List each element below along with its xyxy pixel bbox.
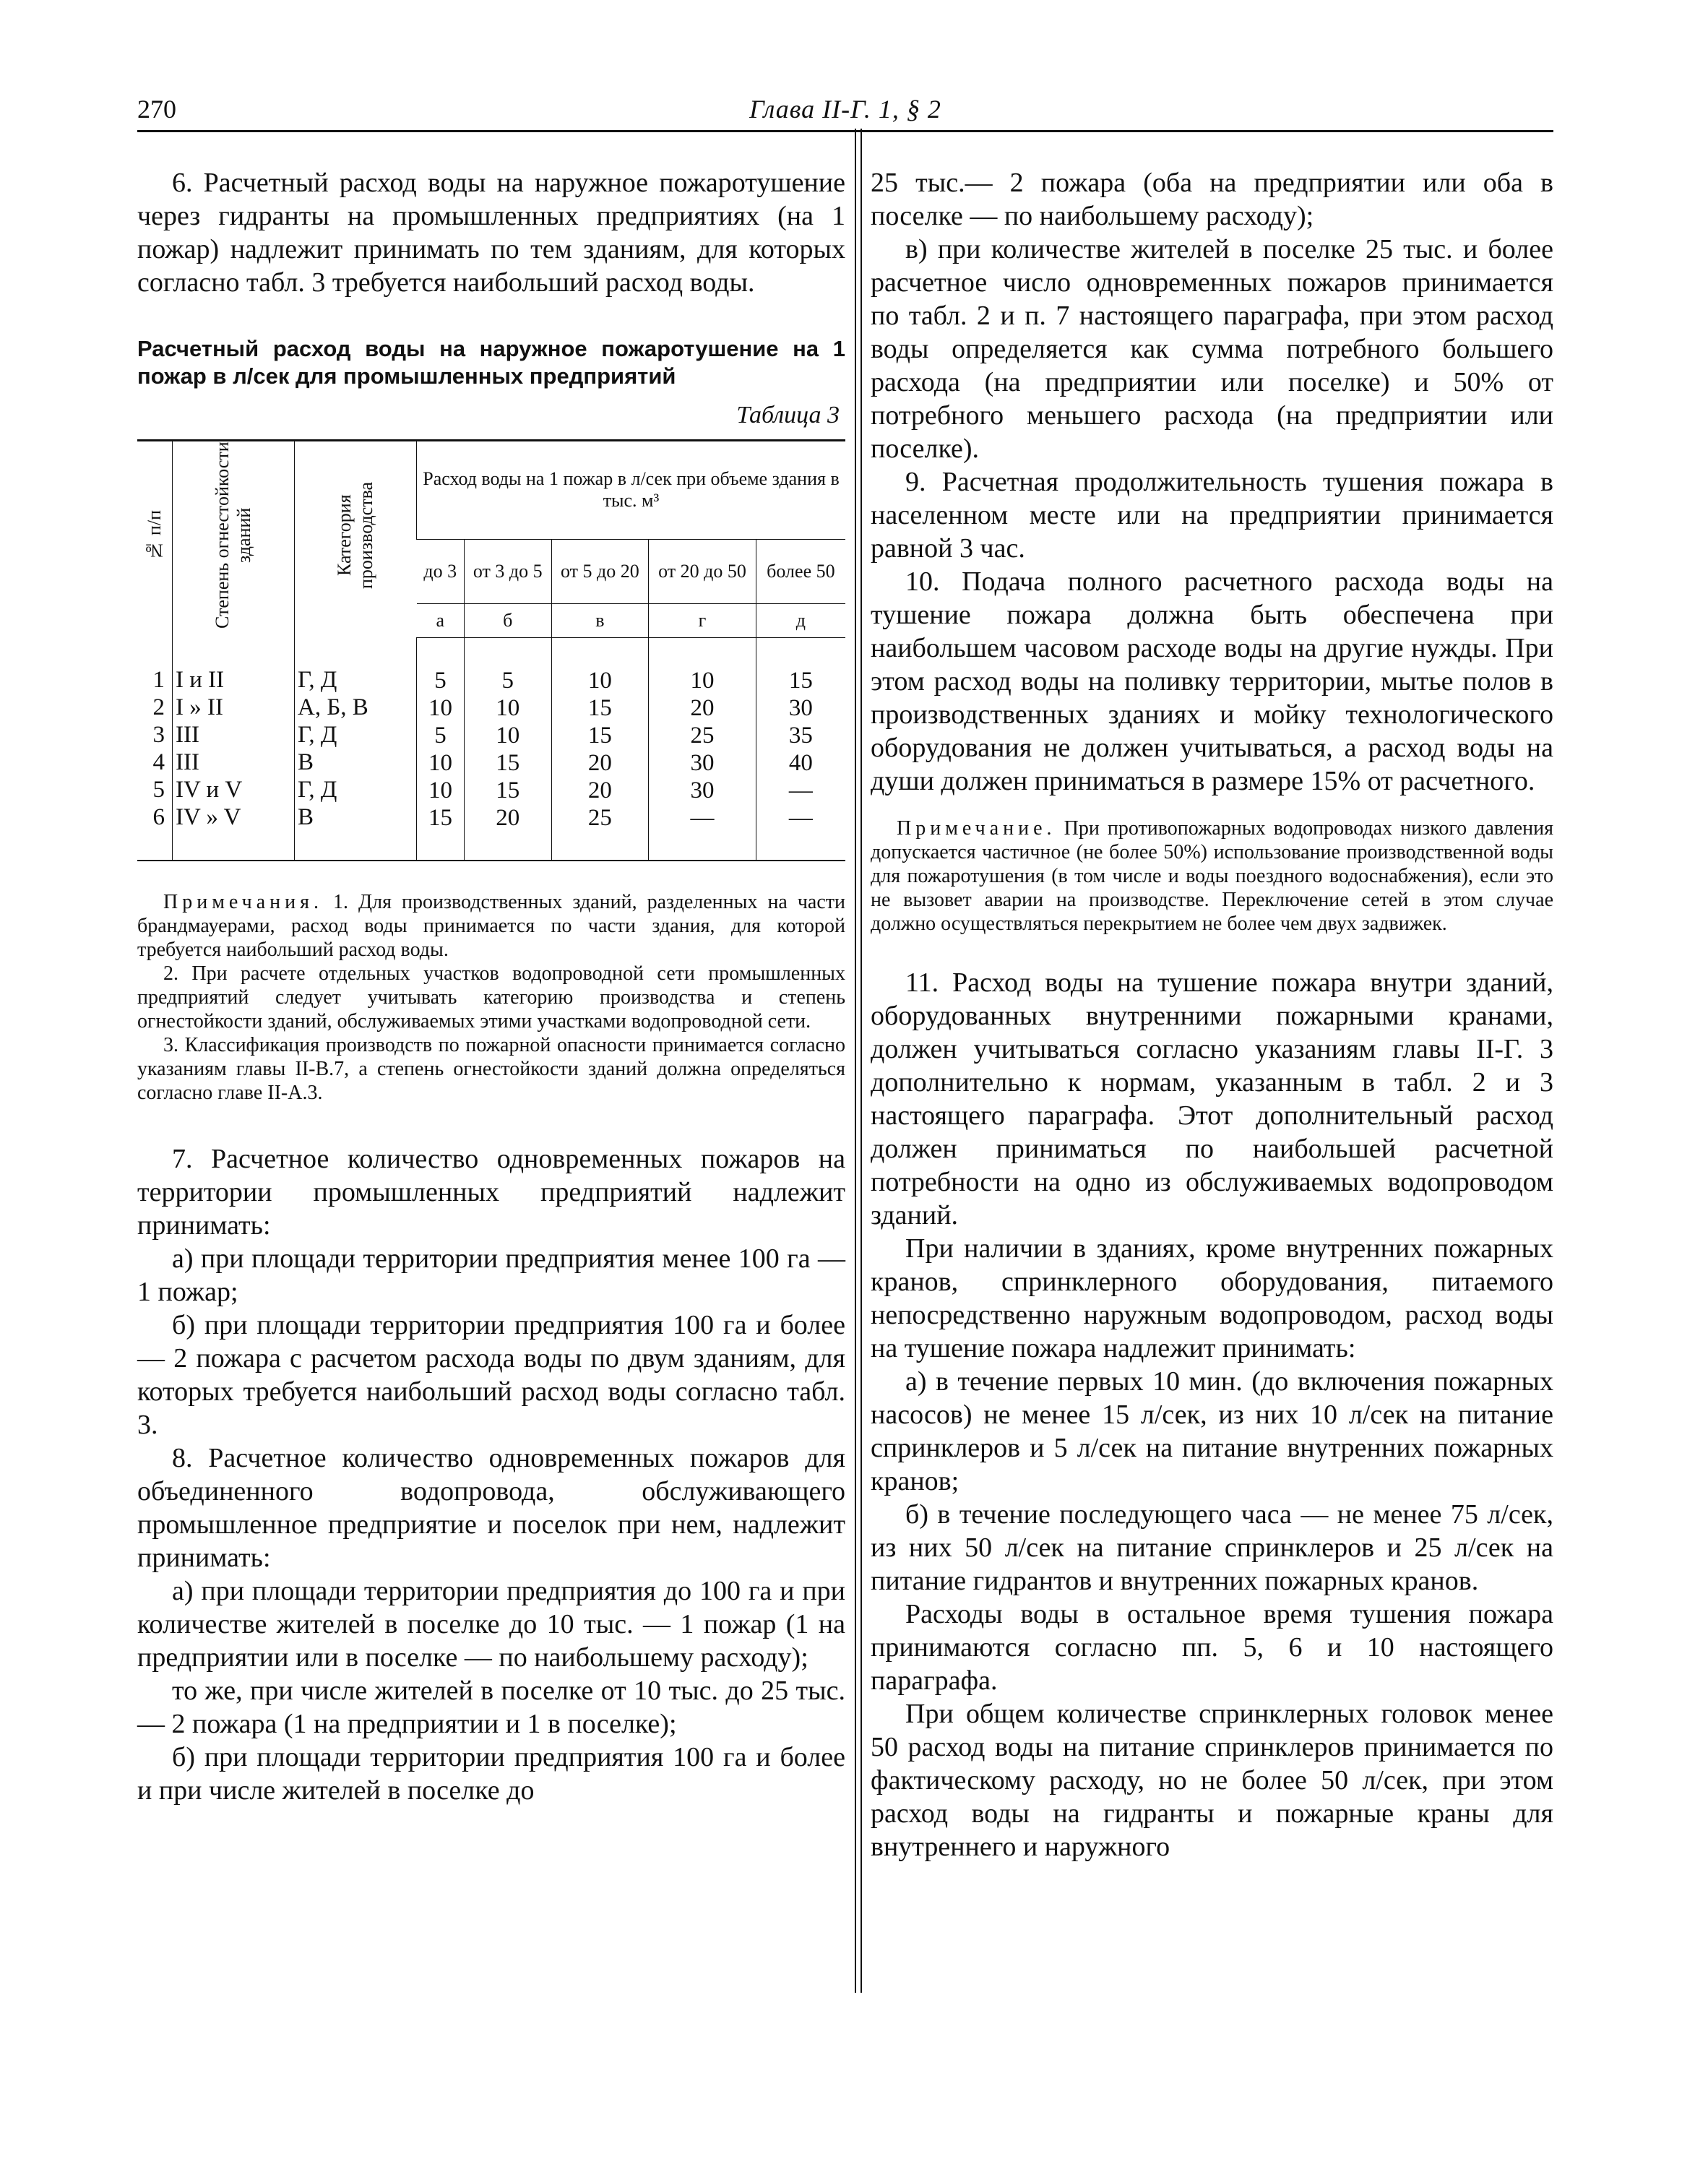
row-number: 1: [152, 667, 165, 693]
cell-value: 25: [587, 804, 612, 831]
cell-value: 40: [788, 749, 813, 776]
row-category: В: [298, 749, 314, 775]
paragraph-11b: При наличии в зданиях, кроме внутренних пожарных кранов, спринклерного оборудования, питаемого непосредственно наружным водопроводом, расход воды на тушение пожара надлежит принимать:: [871, 1233, 1553, 1363]
paragraph-8b-cont: 25 тыс.— 2 пожара (оба на предприятии или оба в поселке — по наибольшему расходу);: [871, 168, 1553, 231]
cell-value: 15: [587, 694, 612, 721]
paragraph-10: 10. Подача полного расчетного расхода воды на тушение пожара должна быть обеспечена при наибольшем часовом расходе воды на другие нужды. При этом расход воды на поливку территории, мытье полов в производственных зданиях и мойку технологического оборудования не должен учитываться, а расход воды на души должен приниматься в размере 15% от расчетного.: [871, 566, 1553, 796]
paragraph-9: 9. Расчетная продолжительность тушения пожара в населенном месте или на предприятии принимается равной 3 час.: [871, 467, 1553, 564]
running-header: [137, 85, 1553, 132]
cell-value: 10: [690, 667, 715, 694]
cell-value: 5: [434, 667, 447, 694]
header-sub: до 3: [417, 539, 465, 603]
cell-value: 15: [587, 722, 612, 749]
paragraph-8c: в) при количестве жителей в поселке 25 тыс. и более расчетное число одновременных пожаров принимается по табл. 2 и п. 7 настоящего параграфа, при этом расход воды определяется как сумма потребного большего расхода (на предприятии или поселке) и 50% от потребного меньшего расхода (на предприятии или поселке).: [871, 234, 1553, 464]
cell-value: 20: [690, 694, 715, 721]
cell-value: 10: [587, 667, 612, 694]
cell-value: 10: [496, 694, 520, 721]
cell-value: 15: [428, 804, 452, 831]
row-degree: IV и V: [176, 777, 243, 803]
row-category: Г, Д: [298, 667, 337, 693]
row-number: 4: [152, 749, 165, 775]
paragraph-7b: б) при площади территории предприятия 100 га и более — 2 пожара с расчетом расхода воды по двум зданиям, для которых требуется наибольший расход воды согласно табл. 3.: [137, 1310, 845, 1440]
note-3: 3. Классификация производств по пожарной опасности принимается согласно указаниям главы II-В.7, а степень огнестойкости зданий должна определяться согласно главе II-А.3.: [137, 1034, 845, 1104]
row-category: Г, Д: [298, 777, 337, 803]
paragraph-11: 11. Расход воды на тушение пожара внутри зданий, оборудованных внутренними пожарными кранами, должен учитываться согласно указаниям главы II-Г. 3 дополнительно к нормам, указанным в табл. 2 и 3 настоящего параграфа. Этот дополнительный расход должен приниматься по наибольшей расчетной потребности на одно из обслуживаемых водопроводом зданий.: [871, 967, 1553, 1230]
paragraph-8a-cont: то же, при числе жителей в поселке от 10 тыс. до 25 тыс. — 2 пожара (1 на предприятии и 1 в поселке);: [137, 1676, 845, 1739]
header-letter: д: [756, 603, 845, 637]
paragraph-10-note: [871, 816, 1553, 936]
row-category: А, Б, В: [298, 694, 368, 720]
paragraph-11b-a: а) в течение первых 10 мин. (до включения пожарных насосов) не менее 15 л/сек, из них 10 л/сек на питание спринклеров и 5 л/сек на питание внутренних пожарных кранов;: [871, 1366, 1553, 1496]
header-num: № п/п: [144, 509, 165, 561]
paragraph-6: 6. Расчетный расход воды на наружное пожаротушение через гидранты на промышленных предприятиях (на 1 пожар) надлежит принимать по тем зданиям, для которых согласно табл. 3 требуется наибольший расход воды.: [137, 168, 845, 298]
table-3: [137, 439, 845, 861]
cell-value: 10: [496, 722, 520, 749]
row-degree: III: [176, 722, 199, 748]
cell-value: 30: [690, 777, 715, 803]
paragraph-11d: При общем количестве спринклерных головок менее 50 расход воды на питание спринклеров принимается по фактическому расходу, но не более 50 л/сек, при этом расход воды на гидранты и пожарные краны для внутреннего и наружного: [871, 1699, 1553, 1862]
paragraph-7: 7. Расчетное количество одновременных пожаров на территории промышленных предприятий надлежит принимать:: [137, 1144, 845, 1241]
cell-value: 10: [428, 749, 452, 776]
cell-value: 35: [788, 722, 813, 749]
header-category: Категория производства: [295, 441, 417, 638]
cell-value: 10: [428, 694, 452, 721]
header-sub: более 50: [756, 539, 845, 603]
cell-value: 30: [788, 694, 813, 721]
row-degree: IV » V: [176, 804, 241, 830]
page-number: 270: [137, 95, 176, 124]
header-letter: в: [551, 603, 649, 637]
column-divider: [855, 129, 862, 1993]
row-degree: I » II: [176, 694, 223, 720]
cell-value: 15: [496, 749, 520, 776]
header-letter: а: [417, 603, 465, 637]
cell-value: 30: [690, 749, 715, 776]
cell-value: —: [788, 804, 813, 831]
row-category: В: [298, 804, 314, 830]
row-degree: III: [176, 749, 199, 775]
cell-value: 10: [428, 777, 452, 803]
table-number: Таблица 3: [736, 402, 840, 428]
cell-value: 5: [434, 722, 447, 749]
row-category: Г, Д: [298, 722, 337, 748]
paragraph-8: 8. Расчетное количество одновременных пожаров для объединенного водопровода, обслуживающего промышленное предприятие и поселок при нем, надлежит принимать:: [137, 1443, 845, 1573]
header-sub: от 20 до 50: [649, 539, 756, 603]
paragraph-11b-b: б) в течение последующего часа — не менее 75 л/сек, из них 50 л/сек на питание спринклеров и 25 л/сек на питание гидрантов и внутренних пожарных кранов.: [871, 1499, 1553, 1596]
note-label: Примечание.: [897, 817, 1056, 840]
table-caption: Расчетный расход воды на наружное пожаротушение на 1 пожар в л/сек для промышленных предприятий: [137, 336, 845, 389]
note-1: 1. Для производственных зданий, разделенных на части брандмауерами, расход воды принимается по части здания, для которой требуется наибольший расход воды.: [137, 891, 846, 961]
notes-label: Примечания.: [163, 891, 324, 913]
note-text: При противопожарных водопроводах низкого давления допускается частичное (не более 50%) использование производственной воды для пожаротушения (в том числе и воды поездного водоснабжения), если это не вызовет аварии на производстве. Переключение сетей в этом случае должно осуществляться перекрытием не более чем двух задвижек.: [871, 817, 1553, 935]
note-2: 2. При расчете отдельных участков водопроводной сети промышленных предприятий следует учитывать категорию производства и степень огнестойкости зданий, обслуживаемых этими участками водопроводной сети.: [137, 962, 845, 1033]
right-column: [871, 166, 1553, 1863]
cell-value: 25: [690, 722, 715, 749]
header-group: Расход воды на 1 пожар в л/сек при объеме здания в тыс. м³: [417, 441, 846, 540]
cell-value: 20: [587, 777, 612, 803]
row-number: 6: [152, 804, 165, 830]
paragraph-8b: б) при площади территории предприятия 100 га и более и при числе жителей в поселке до: [137, 1742, 845, 1806]
cell-value: 20: [496, 804, 520, 831]
paragraph-11c: Расходы воды в остальное время тушения пожара принимаются согласно пп. 5, 6 и 10 настоящего параграфа.: [871, 1599, 1553, 1696]
table-body: [137, 637, 845, 861]
header-degree: Степень огнестойкости зданий: [173, 441, 295, 638]
cell-value: —: [690, 804, 715, 831]
row-number: 3: [152, 722, 165, 748]
cell-value: 5: [501, 667, 514, 694]
paragraph-8a: а) при площади территории предприятия до 100 га и при количестве жителей в поселке до 10 тыс. — 1 пожар (1 на предприятии или в поселке — по наибольшему расходу);: [137, 1576, 845, 1673]
row-number: 5: [152, 777, 165, 803]
header-sub: от 5 до 20: [551, 539, 649, 603]
table-notes: [137, 890, 845, 1105]
cell-value: 20: [587, 749, 612, 776]
row-degree: I и II: [176, 667, 225, 693]
paragraph-7a: а) при площади территории предприятия менее 100 га — 1 пожар;: [137, 1243, 845, 1307]
chapter-title: Глава II-Г. 1, § 2: [749, 95, 941, 124]
cell-value: 15: [496, 777, 520, 803]
left-column: [137, 166, 845, 1807]
header-sub: от 3 до 5: [464, 539, 551, 603]
header-letter: г: [649, 603, 756, 637]
cell-value: —: [788, 777, 813, 803]
cell-value: 15: [788, 667, 813, 694]
row-number: 2: [152, 694, 165, 720]
header-letter: б: [464, 603, 551, 637]
